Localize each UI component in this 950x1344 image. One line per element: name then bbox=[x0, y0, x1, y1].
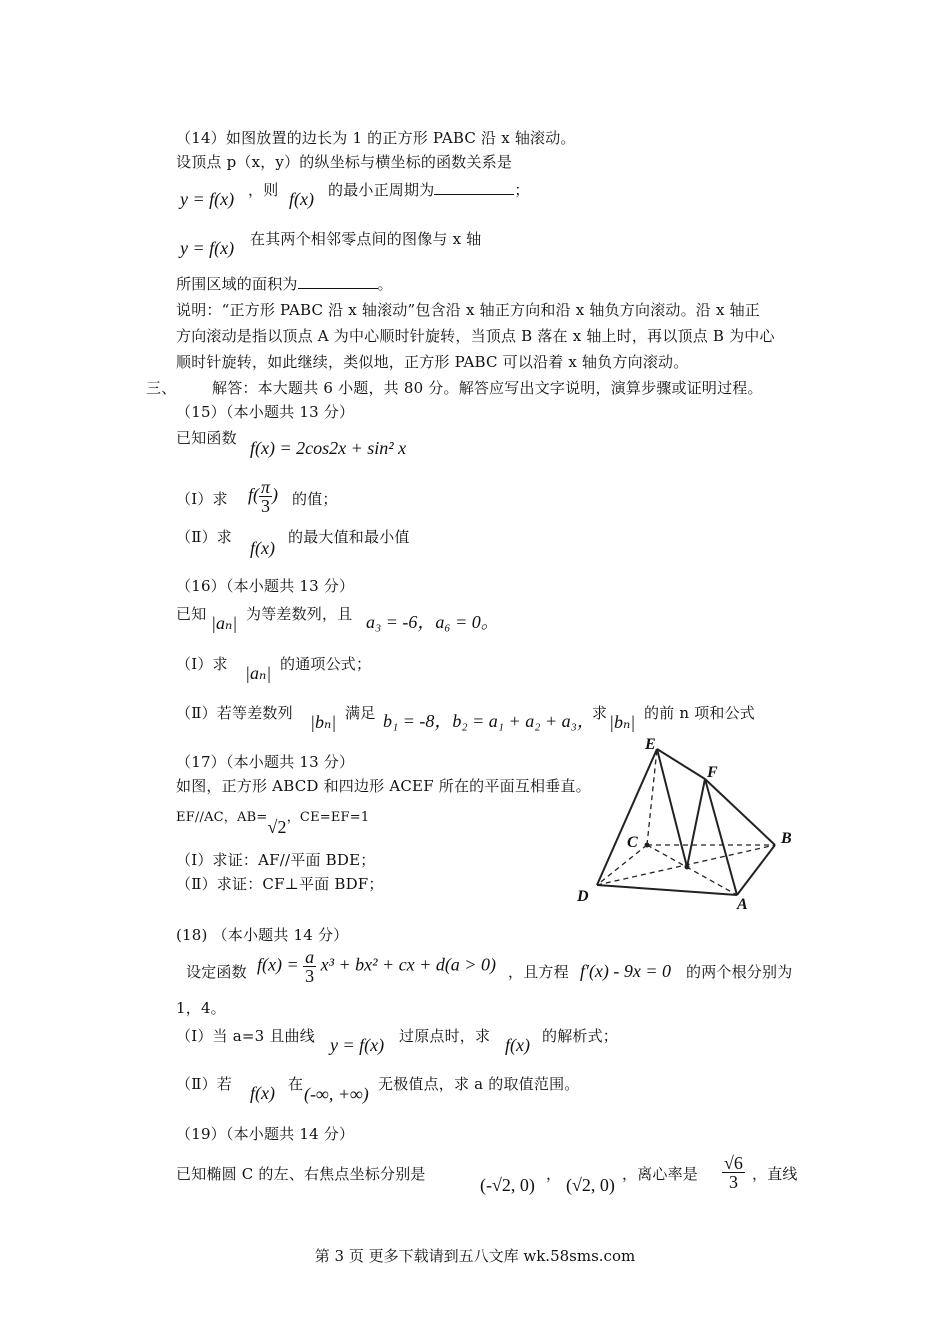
a-over-3-fraction: $\frac{a}{3}$ bbox=[305, 947, 315, 986]
q15-intro: 已知函数 bbox=[176, 429, 237, 447]
q17-p2: （Ⅱ）求证：CF⊥平面 BDF； bbox=[176, 875, 384, 893]
q16-intro: 已知 bbox=[176, 605, 207, 623]
q15-p1-formula: f( $\frac{\pi}{3}$ ) bbox=[248, 477, 279, 516]
q17-p1: （Ⅰ）求证：AF//平面 BDE； bbox=[176, 851, 376, 869]
q19-text2: ，离心率是 bbox=[622, 1165, 699, 1183]
q15-p1-label: （Ⅰ）求 bbox=[176, 490, 228, 508]
q16-p1-label: （Ⅰ）求 bbox=[176, 655, 228, 673]
label-D: D bbox=[577, 888, 589, 905]
label-E: E bbox=[645, 736, 656, 753]
edge-CE-dashed bbox=[647, 749, 657, 845]
q18-eq: f′(x) - 9x = 0 bbox=[580, 961, 672, 981]
q16-p1-text: 的通项公式； bbox=[280, 655, 372, 673]
q18-p2-label: （Ⅱ）若 bbox=[176, 1075, 232, 1093]
label-A: A bbox=[737, 896, 748, 910]
section3-label: 三、 bbox=[146, 379, 177, 397]
q14-text-period: 的最小正周期为 ； bbox=[328, 181, 530, 199]
q14-formula3: y = f(x) bbox=[180, 238, 235, 258]
q16-cond: a₃ = -6，a₆ = 0。 bbox=[366, 612, 499, 632]
q14-formula2: f(x) bbox=[289, 189, 314, 209]
q16-p2-seq: |bₙ| bbox=[310, 712, 337, 732]
q19-header: （19）（本小题共 14 分） bbox=[176, 1125, 355, 1143]
q18-p2-f: f(x) bbox=[250, 1083, 275, 1103]
q15-p2-f: f(x) bbox=[250, 538, 275, 558]
sqrt2: √2 bbox=[267, 817, 287, 837]
q14-text-between: 在其两个相邻零点间的图像与 x 轴 bbox=[250, 230, 482, 248]
q17-line1: 如图，正方形 ABCD 和四边形 ACEF 所在的平面互相垂直。 bbox=[176, 777, 591, 795]
q18-intro: 设定函数 bbox=[186, 963, 247, 981]
q14-note2: 方向滚动是指以顶点 A 为中心顺时针旋转，当顶点 B 落在 x 轴上时，再以顶点 B 为中心 bbox=[176, 327, 775, 345]
q14-text-area: 所围区域的面积为 。 bbox=[176, 275, 393, 293]
q19-eccentricity bbox=[722, 1154, 745, 1191]
pi-over-3-fraction: $\frac{\pi}{3}$ bbox=[261, 477, 271, 516]
pyramid-figure bbox=[575, 735, 800, 910]
edge-CA-dashed bbox=[647, 845, 737, 895]
edge-CD-dashed bbox=[597, 845, 647, 885]
edge-FO bbox=[687, 779, 705, 867]
q16-p1-seq: |aₙ| bbox=[245, 663, 272, 683]
edge-FB bbox=[705, 779, 775, 845]
q18-p1-text: 过原点时，求 bbox=[399, 1027, 491, 1045]
q18-p2-text: 在 bbox=[288, 1075, 304, 1093]
point-O bbox=[685, 865, 690, 870]
q18-header: (18) （本小题共 14 分） bbox=[176, 926, 349, 944]
q16-header: （16）（本小题共 13 分） bbox=[176, 577, 355, 595]
q19-text3: ，直线 bbox=[752, 1165, 798, 1183]
q15-formula: f(x) = 2cos2x + sin² x bbox=[250, 438, 407, 458]
q19-f2: (√2, 0) bbox=[566, 1175, 615, 1195]
section3-text: 解答：本大题共 6 小题，共 80 分。解答应写出文字说明，演算步骤或证明过程。 bbox=[212, 379, 763, 397]
q15-header: （15）（本小题共 13 分） bbox=[176, 403, 355, 421]
answer-blank[interactable] bbox=[298, 274, 378, 289]
q15-p2-label: （Ⅱ）求 bbox=[176, 528, 232, 546]
edge-EO bbox=[657, 749, 687, 867]
q16-p2-seq2: |bₙ| bbox=[609, 712, 636, 732]
q18-roots: 1，4。 bbox=[176, 999, 226, 1017]
q14-note3: 顺时针旋转，如此继续，类似地，正方形 PABC 可以沿着 x 轴负方向滚动。 bbox=[176, 353, 689, 371]
q18-p2-text2: 无极值点，求 a 的取值范围。 bbox=[378, 1075, 580, 1093]
answer-blank[interactable] bbox=[434, 180, 514, 195]
sqrt6-over-3-fraction: $\frac{√6}{3}$ bbox=[724, 1153, 743, 1192]
q18-text2: 的两个根分别为 bbox=[686, 963, 793, 981]
q19-text1: 已知椭圆 C 的左、右焦点坐标分别是 bbox=[176, 1165, 426, 1183]
q16-seq-a: |aₙ| bbox=[211, 613, 238, 633]
q14-text-then: ，则 bbox=[248, 181, 279, 199]
q19-comma: ， bbox=[546, 1165, 562, 1183]
edge-DA bbox=[597, 885, 737, 895]
q16-p2-text2: 求 bbox=[592, 704, 608, 722]
q18-text1: ，且方程 bbox=[508, 963, 569, 981]
edge-ED bbox=[597, 749, 657, 885]
q17-line2: EF//AC，AB=√2，CE=EF=1 bbox=[176, 810, 370, 837]
q16-p2-text3: 的前 n 项和公式 bbox=[644, 704, 755, 722]
page-footer: 第 3 页 更多下载请到五八文库 wk.58sms.com bbox=[314, 1247, 636, 1265]
q17-header: （17）（本小题共 13 分） bbox=[176, 753, 355, 771]
edge-FA bbox=[705, 779, 737, 895]
point-C bbox=[645, 843, 650, 848]
q16-p2-label: （Ⅱ）若等差数列 bbox=[176, 704, 293, 722]
q14-note1: 说明：“正方形 PABC 沿 x 轴滚动”包含沿 x 轴正方向和沿 x 轴负方向滚动。沿 x 轴正 bbox=[176, 301, 760, 319]
label-B: B bbox=[781, 830, 792, 847]
q18-formula: f(x) = $\frac{a}{3}$ x³ + bx² + cx + d(a > 0) bbox=[257, 947, 496, 986]
q18-p1-text2: 的解析式； bbox=[542, 1027, 619, 1045]
q15-p2-text: 的最大值和最小值 bbox=[288, 528, 410, 546]
q18-p2-interval: (-∞, +∞) bbox=[304, 1084, 369, 1104]
q16-text-a: 为等差数列，且 bbox=[246, 605, 353, 623]
label-F: F bbox=[707, 764, 718, 781]
q18-p1-f2: f(x) bbox=[505, 1035, 530, 1055]
q14-line1: （14）如图放置的边长为 1 的正方形 PABC 沿 x 轴滚动。 bbox=[176, 129, 576, 147]
label-C: C bbox=[627, 834, 638, 851]
q14-line2: 设顶点 p（x，y）的纵坐标与横坐标的函数关系是 bbox=[176, 153, 513, 171]
edge-AB bbox=[737, 845, 775, 895]
q16-p2-cond: b₁ = -8，b₂ = a₁ + a₂ + a₃， bbox=[383, 711, 595, 731]
q16-p2-text1: 满足 bbox=[345, 704, 376, 722]
q18-p1-label: （Ⅰ）当 a=3 且曲线 bbox=[176, 1027, 315, 1045]
q19-f1: (-√2, 0) bbox=[480, 1175, 535, 1195]
q15-p1-text: 的值； bbox=[292, 490, 338, 508]
q14-formula1: y = f(x) bbox=[180, 189, 235, 209]
q18-p1-f: y = f(x) bbox=[330, 1035, 385, 1055]
